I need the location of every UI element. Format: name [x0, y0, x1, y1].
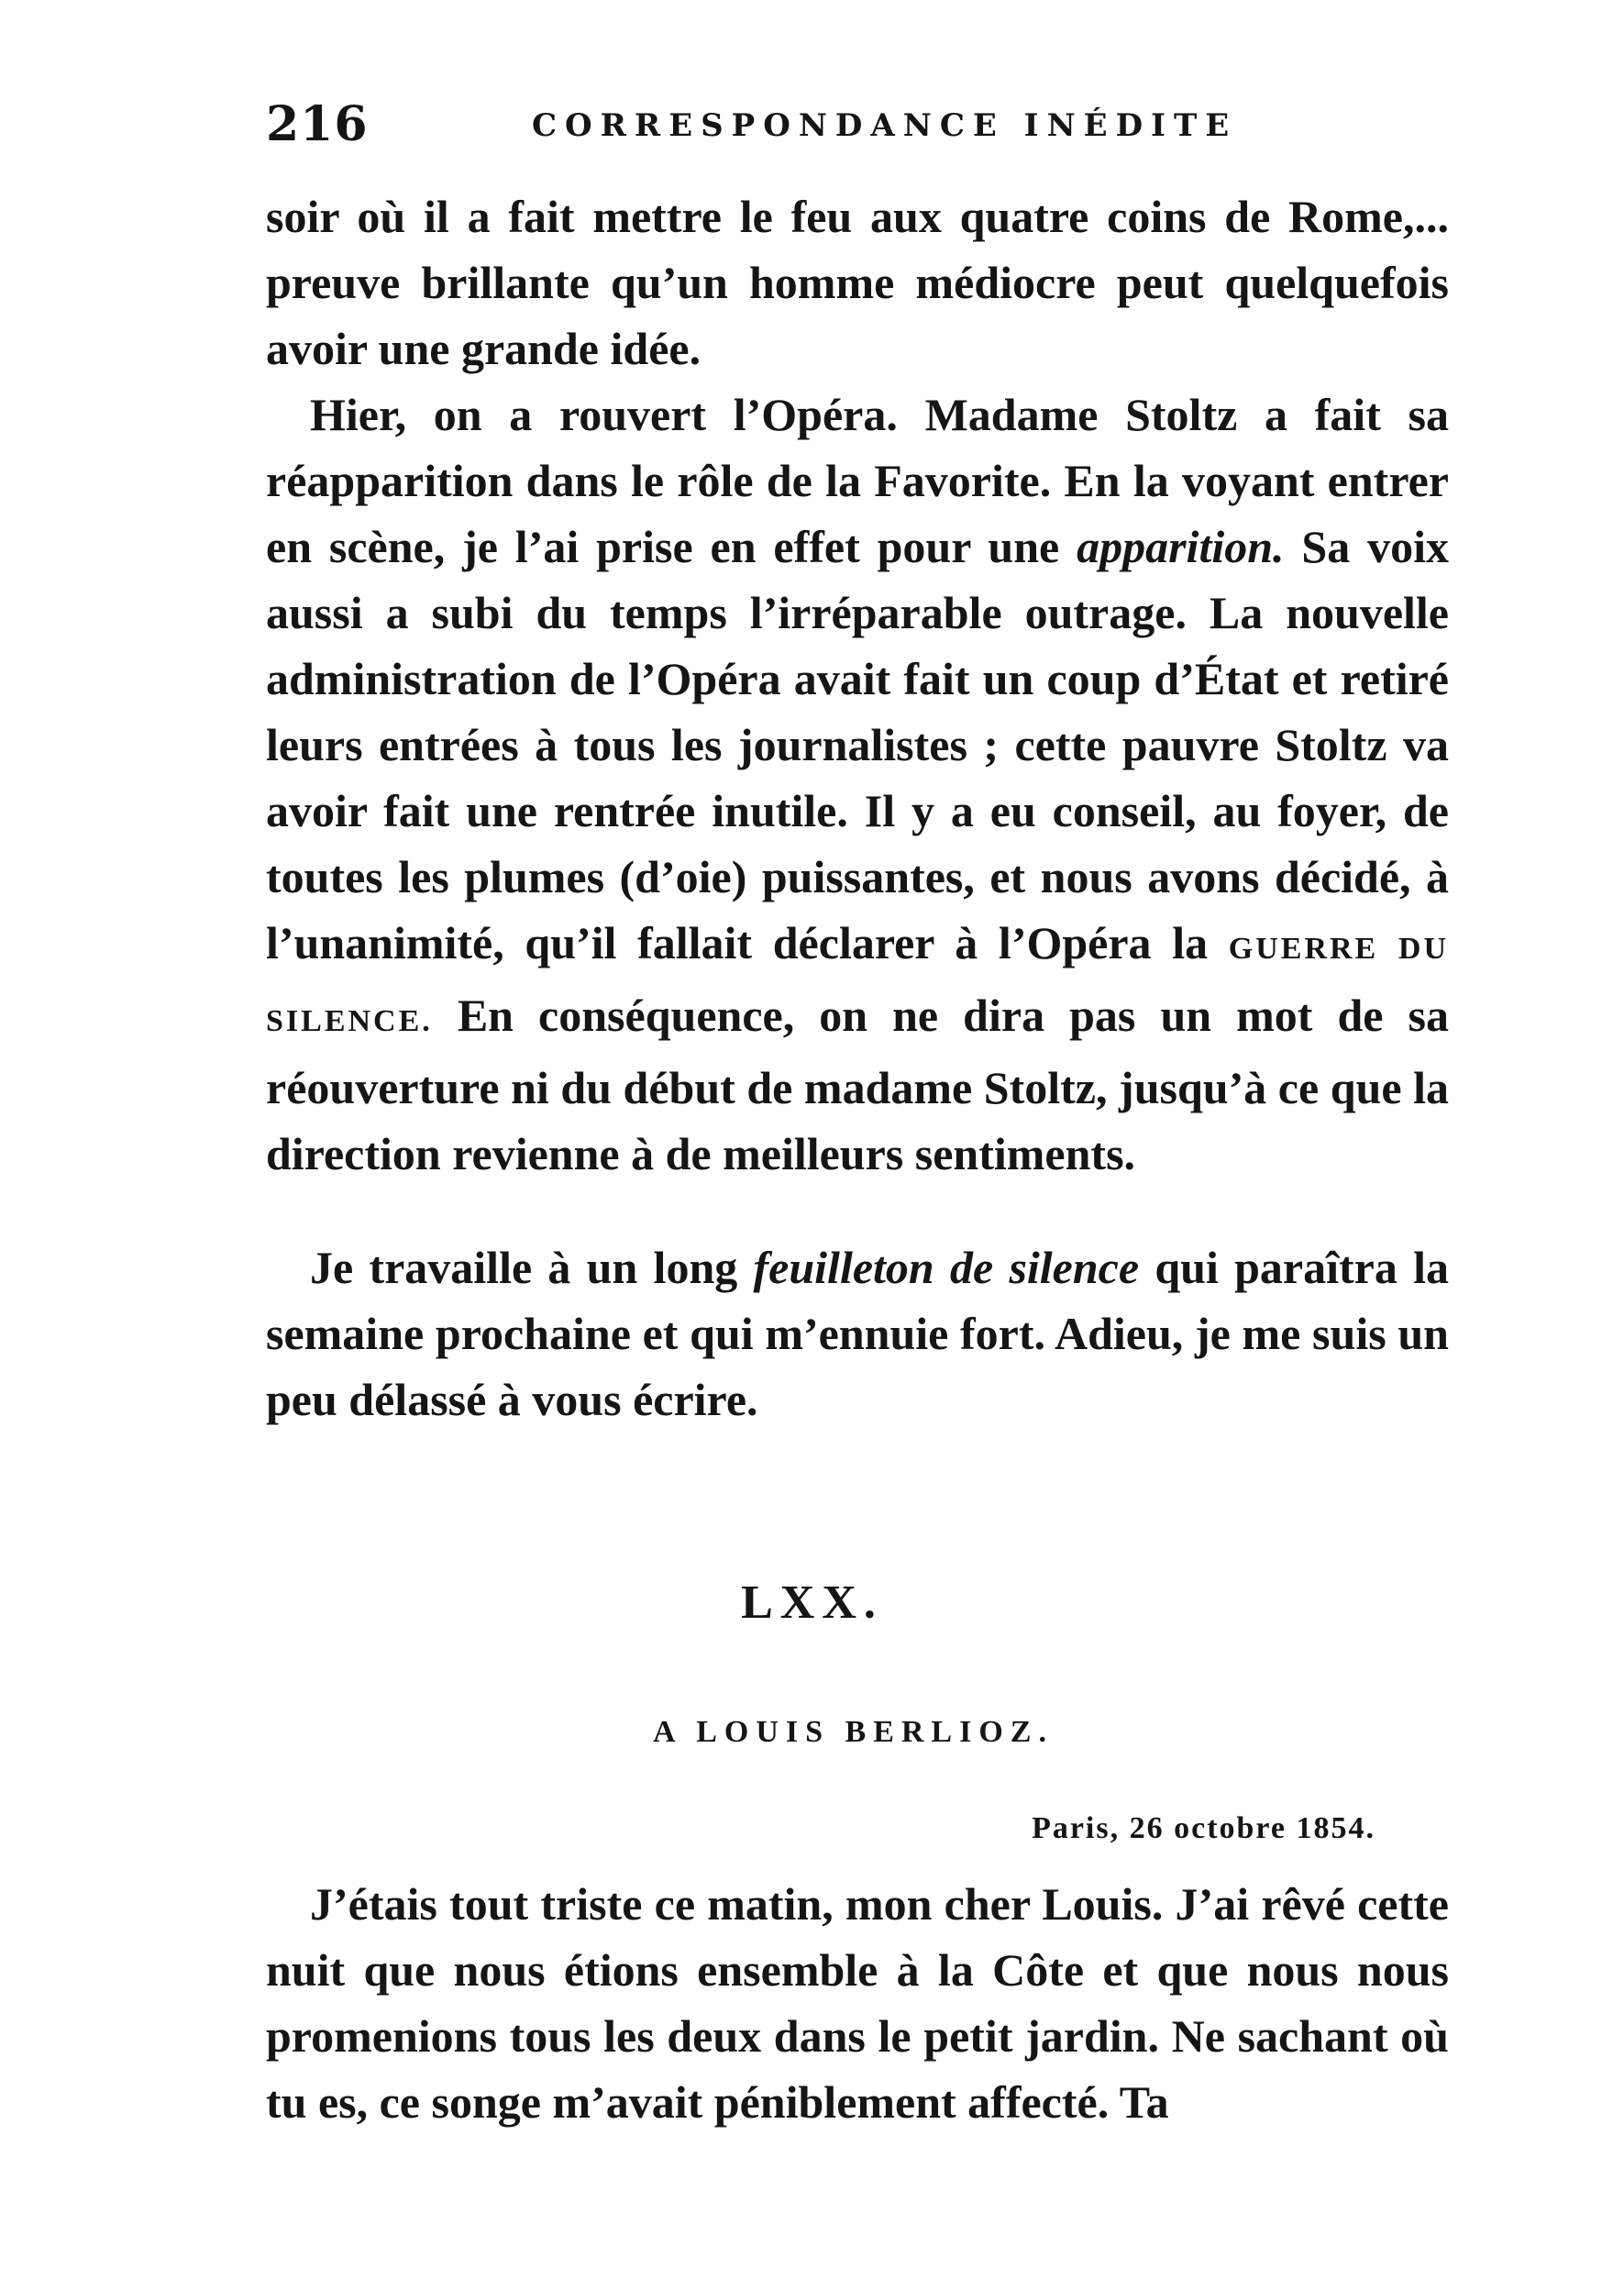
paragraph-2: [266, 382, 1449, 1187]
running-head: [266, 96, 1449, 151]
letter-dateline: Paris, 26 octobre 1854.: [1032, 1811, 1375, 1845]
paragraph-2-text-c: En conséquence, on ne dira pas un mot de sa réouverture ni du début de madame Stoltz, jusqu’à ce que la direction revienne à de meilleurs sentiments.: [266, 990, 1449, 1179]
body-text-closing: [266, 1234, 1449, 1433]
paragraph-2-text-a: Hier, on a rouvert l’Opéra. Madame Stoltz a fait sa réapparition dans le rôle de la Favorite. En la voyant entrer en scène, je l’ai prise en effet pour une: [266, 389, 1449, 572]
letter-number-heading: LXX.: [741, 1576, 883, 1629]
letter-paragraph-1: J’étais tout triste ce matin, mon cher Louis. J’ai rêvé cette nuit que nous étions ensemble à la Côte et que nous nous promenions tous les deux dans le petit jardin. Ne sachant où tu es, ce songe m’avait péniblement affecté. Ta: [266, 1878, 1449, 2128]
paragraph-1-text: soir où il a fait mettre le feu aux quatre coins de Rome,... preuve brillante qu’un homme médiocre peut quelquefois avoir une grande idée.: [266, 191, 1449, 374]
running-title: CORRESPONDANCE INÉDITE: [532, 107, 1238, 144]
paragraph-1: [266, 183, 1449, 382]
page-number: 216: [266, 96, 369, 152]
paragraph-2-text-b: Sa voix aussi a subi du temps l’irréparable outrage. La nouvelle administration de l’Opéra avait fait un coup d’État et retiré leurs entrées à tous les journalistes ; cette pauvre Stoltz va avoir fait une rentrée inutile. Il y a eu conseil, au foyer, de toutes les plumes (d’oie) puissantes, et nous avons décidé, à l’unanimité, qu’il fallait déclarer à l’Opéra la: [266, 521, 1449, 968]
paragraph-3: [266, 1234, 1449, 1433]
letter-body: [266, 1871, 1449, 2135]
paragraph-3-italic: feuilleton de silence: [753, 1242, 1140, 1293]
paragraph-3-text-a: Je travaille à un long: [310, 1242, 754, 1293]
body-text-continuation: [266, 183, 1449, 1187]
letter-addressee: A LOUIS BERLIOZ.: [653, 1715, 1054, 1749]
paragraph-2-italic: apparition.: [1077, 521, 1285, 572]
paragraph-2-smallcaps: GUERRE DU SILENCE.: [266, 932, 1449, 1038]
paragraph-3-text-b: qui paraîtra la semaine prochaine et qui m’ennuie fort. Adieu, je me suis un peu délassé à vous écrire.: [266, 1242, 1449, 1425]
